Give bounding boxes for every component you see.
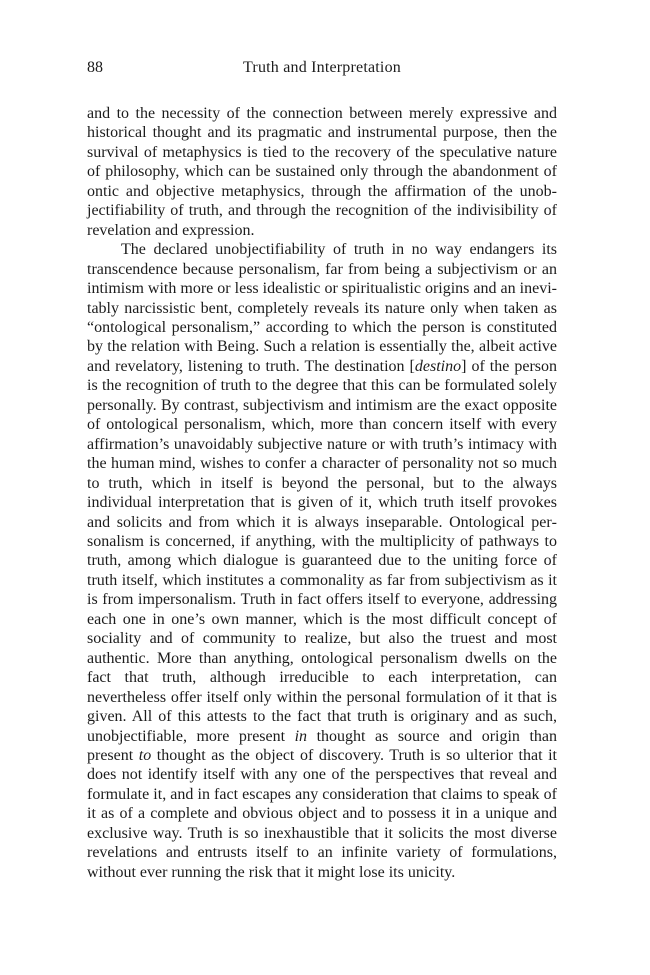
italic-term-destino: destino [414, 357, 462, 375]
italic-word-in: in [294, 727, 308, 745]
text-segment: thought as source and origin than present [87, 727, 557, 764]
paragraph-continued [87, 104, 557, 240]
body-text [87, 104, 557, 882]
text-segment: thought as the object of discovery. Truth is so ulterior that it does not identify itself with any one of the perspectives that reveal and formulate it, and in fact escapes any consideration that claims to speak of it as of a complete and obvious object and to possess it in a unique and exclusive way. Truth is so inexhaustible that it solicits the most diverse revelations and entrusts itself to an infinite variety of formulations, without ever running the risk that it might lose its unicity. [87, 746, 558, 881]
page-number: 88 [87, 59, 103, 76]
text-segment: ] of the person is the recognition of truth to the degree that this can be formulated solely personally. By contrast, subjectivism and intimism are the exact opposite of ontological personalism, which, more than concern itself with every affirmation’s unavoidably subjective nature or with truth’s intimacy with the human mind, wishes to confer a character of personality not so much to truth, which in itself is beyond the personal, but to the always individual interpretation that is given of it, which truth itself provokes and solicits and from which it is always inseparable. Ontological personalism is concerned, if anything, with the multiplicity of pathways to truth, among which dialogue is guaranteed due to the uniting force of truth itself, which institutes a commonality as far from subjectivism as it is from impersonalism. Truth in fact offers itself to everyone, addressing each one in one’s own manner, which is the most difficult concept of sociality and of community to realize, but also the truest and most authentic. More than anything, ontological personalism dwells on the fact that truth, although irreducible to each interpretation, can nevertheless offer itself only within the personal formulation of it that is given. All of this attests to the fact that truth is originary and as such, unobjectifiable, more present [87, 357, 558, 745]
paragraph-personalism [87, 240, 557, 882]
italic-word-to: to [138, 746, 152, 764]
running-title: Truth and Interpretation [243, 59, 401, 76]
text-segment: The declared unobjectifiability of truth in no way endangers its transcendence because personalism, far from being a subjectivism or an intimism with more or less idealistic or spiritualistic origins and an inevitably narcissistic bent, completely reveals its nature only when taken as “ontological personalism,” according to which the person is constituted by the relation with Being. Such a relation is essentially the, albeit active and revelatory, listening to truth. The destination [ [87, 241, 557, 375]
running-head [87, 58, 557, 78]
text-segment: and to the necessity of the connection between merely expressive and historical thought and its pragmatic and instrumental purpose, then the survival of metaphysics is tied to the recovery of the speculative nature of philosophy, which can be sustained only through the abandonment of ontic and objective metaphysics, through the affirmation of the unobjectifiability of truth, and through the recognition of the indivisibility of revelation and expression. [87, 105, 557, 239]
